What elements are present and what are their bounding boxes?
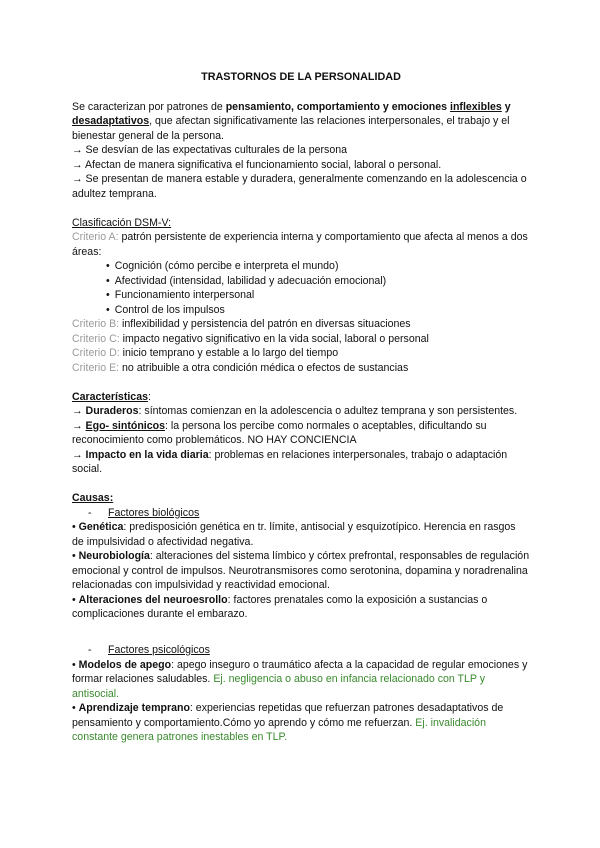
intro-text-end: , que afectan significativamente las relaciones interpersonales, el trabajo y el bienestar general de la persona. [72,115,510,142]
biological-subheading [72,506,530,521]
features-heading-colon: : [147,390,151,403]
cause-item [72,549,530,593]
cause-item [72,701,530,745]
cause-item [72,520,530,549]
intro-desadaptativos: desadaptativos [72,115,150,127]
criterion-label: Criterio C: [72,332,120,345]
dsm-heading: Clasificación DSM-V: [72,216,172,229]
area-item: • Cognición (cómo percibe e interpreta el mundo) [72,259,530,274]
bullet-prefix: • [72,593,79,606]
intro-y: y [504,100,511,113]
criterion-b [72,317,530,332]
bullet-prefix: • [72,658,79,671]
feature-item [72,448,530,477]
features-heading [72,390,530,405]
criterion-d [72,346,530,361]
cause-example: Ej. negligencia o abuso en infancia relacionado con TLP y antisocial. [72,673,486,700]
arrow-prefix: → [72,405,86,417]
cause-text: : apego inseguro o traumático afecta a la capacidad de regular emociones y formar relaciones saludables. [72,658,528,685]
feature-term: Ego- sintónicos [85,419,165,432]
criterion-text: no atribuible a otra condición médica o efectos de sustancias [119,361,409,374]
intro-arrow-item: → Afectan de manera significativa el funcionamiento social, laboral o personal. [72,158,442,171]
criterion-label: Criterio D: [72,347,120,359]
criterion-e [72,361,530,376]
dash-marker: - [88,506,92,519]
criterion-text: impacto negativo significativo en la vida social, laboral o personal [119,332,429,345]
criterion-label: Criterio A: [72,231,119,243]
dash-marker: - [88,644,92,656]
bullet-prefix: • [72,702,79,714]
intro-arrow-item: → Se desvían de las expectativas culturales de la persona [72,144,348,156]
criterion-text: inflexibilidad y persistencia del patrón en diversas situaciones [119,318,411,330]
area-item: • Afectividad (intensidad, labilidad y adecuación emocional) [72,274,530,289]
intro-paragraph [72,100,530,144]
cause-term: Alteraciones del neuroesrollo [78,593,228,606]
area-item: • Control de los impulsos [72,303,530,318]
cause-item [72,593,530,622]
cause-example: Ej. invalidación constante genera patrones inestables en TLP. [72,716,486,743]
cause-term: Genética [78,521,124,533]
subheading-text: Factores psicológicos [108,644,210,656]
feature-term: Duraderos [85,405,139,417]
psychological-subheading [72,643,530,658]
page-title: TRASTORNOS DE LA PERSONALIDAD [201,71,401,83]
criterion-label: Criterio B: [72,318,120,330]
arrow-prefix: → [72,448,86,461]
intro-arrow-item: → Se presentan de manera estable y duradera, generalmente comenzando en la adolescencia o adultez temprana. [72,173,527,200]
intro-text: Se caracterizan por patrones de [72,100,226,113]
cause-text: : factores prenatales como la exposición a sustancias o complicaciones durante el embarazo. [72,593,488,620]
cause-term: Neurobiología [78,550,150,562]
document-content [72,70,530,745]
causes-heading: Causas: [72,492,114,504]
cause-text: : predisposición genética en tr. límite, antisocial y esquizotípico. Herencia en rasgos de impulsividad o afectividad negativa. [72,521,516,548]
intro-inflexibles: inflexibles [450,100,502,113]
cause-text: : alteraciones del sistema límbico y córtex prefrontal, responsables de regulación emocional y control de impulsos. Neurotransmisores como serotonina, dopamina y noradrenalina relacionadas con impulsividad y reactividad emocional. [72,550,530,591]
criterion-text: patrón persistente de experiencia interna y comportamiento que afecta al menos a dos áreas: [72,231,528,258]
criterion-a [72,230,530,259]
criterion-label: Criterio E: [72,361,120,374]
feature-text: : problemas en relaciones interpersonales, trabajo o adaptación social. [72,448,508,475]
cause-term: Aprendizaje temprano [78,702,190,714]
feature-term: Impacto en la vida diaria [85,448,209,461]
features-heading-text: Características [72,390,148,403]
subheading-text: Factores biológicos [108,506,200,519]
intro-bold: pensamiento, comportamiento y emociones [225,100,450,113]
bullet-prefix: • [72,550,79,562]
bullet-prefix: • [72,521,79,533]
feature-item [72,419,530,448]
arrow-prefix: → [72,419,86,432]
cause-item [72,658,530,702]
cause-term: Modelos de apego [78,658,172,671]
criterion-c [72,332,530,347]
feature-item [72,404,530,419]
area-item: • Funcionamiento interpersonal [72,288,530,303]
feature-text: : síntomas comienzan en la adolescencia o adultez temprana y son persistentes. [138,405,518,417]
criterion-text: inicio temprano y estable a lo largo del tiempo [119,347,339,359]
feature-text: : la persona los percibe como normales o aceptables, dificultando su reconocimiento como problemáticos. NO HAY CONCIENCIA [72,419,487,446]
cause-text: : experiencias repetidas que refuerzan patrones desadaptativos de pensamiento y comportamiento.Cómo yo aprendo y cómo me refuerzan. [72,702,504,729]
